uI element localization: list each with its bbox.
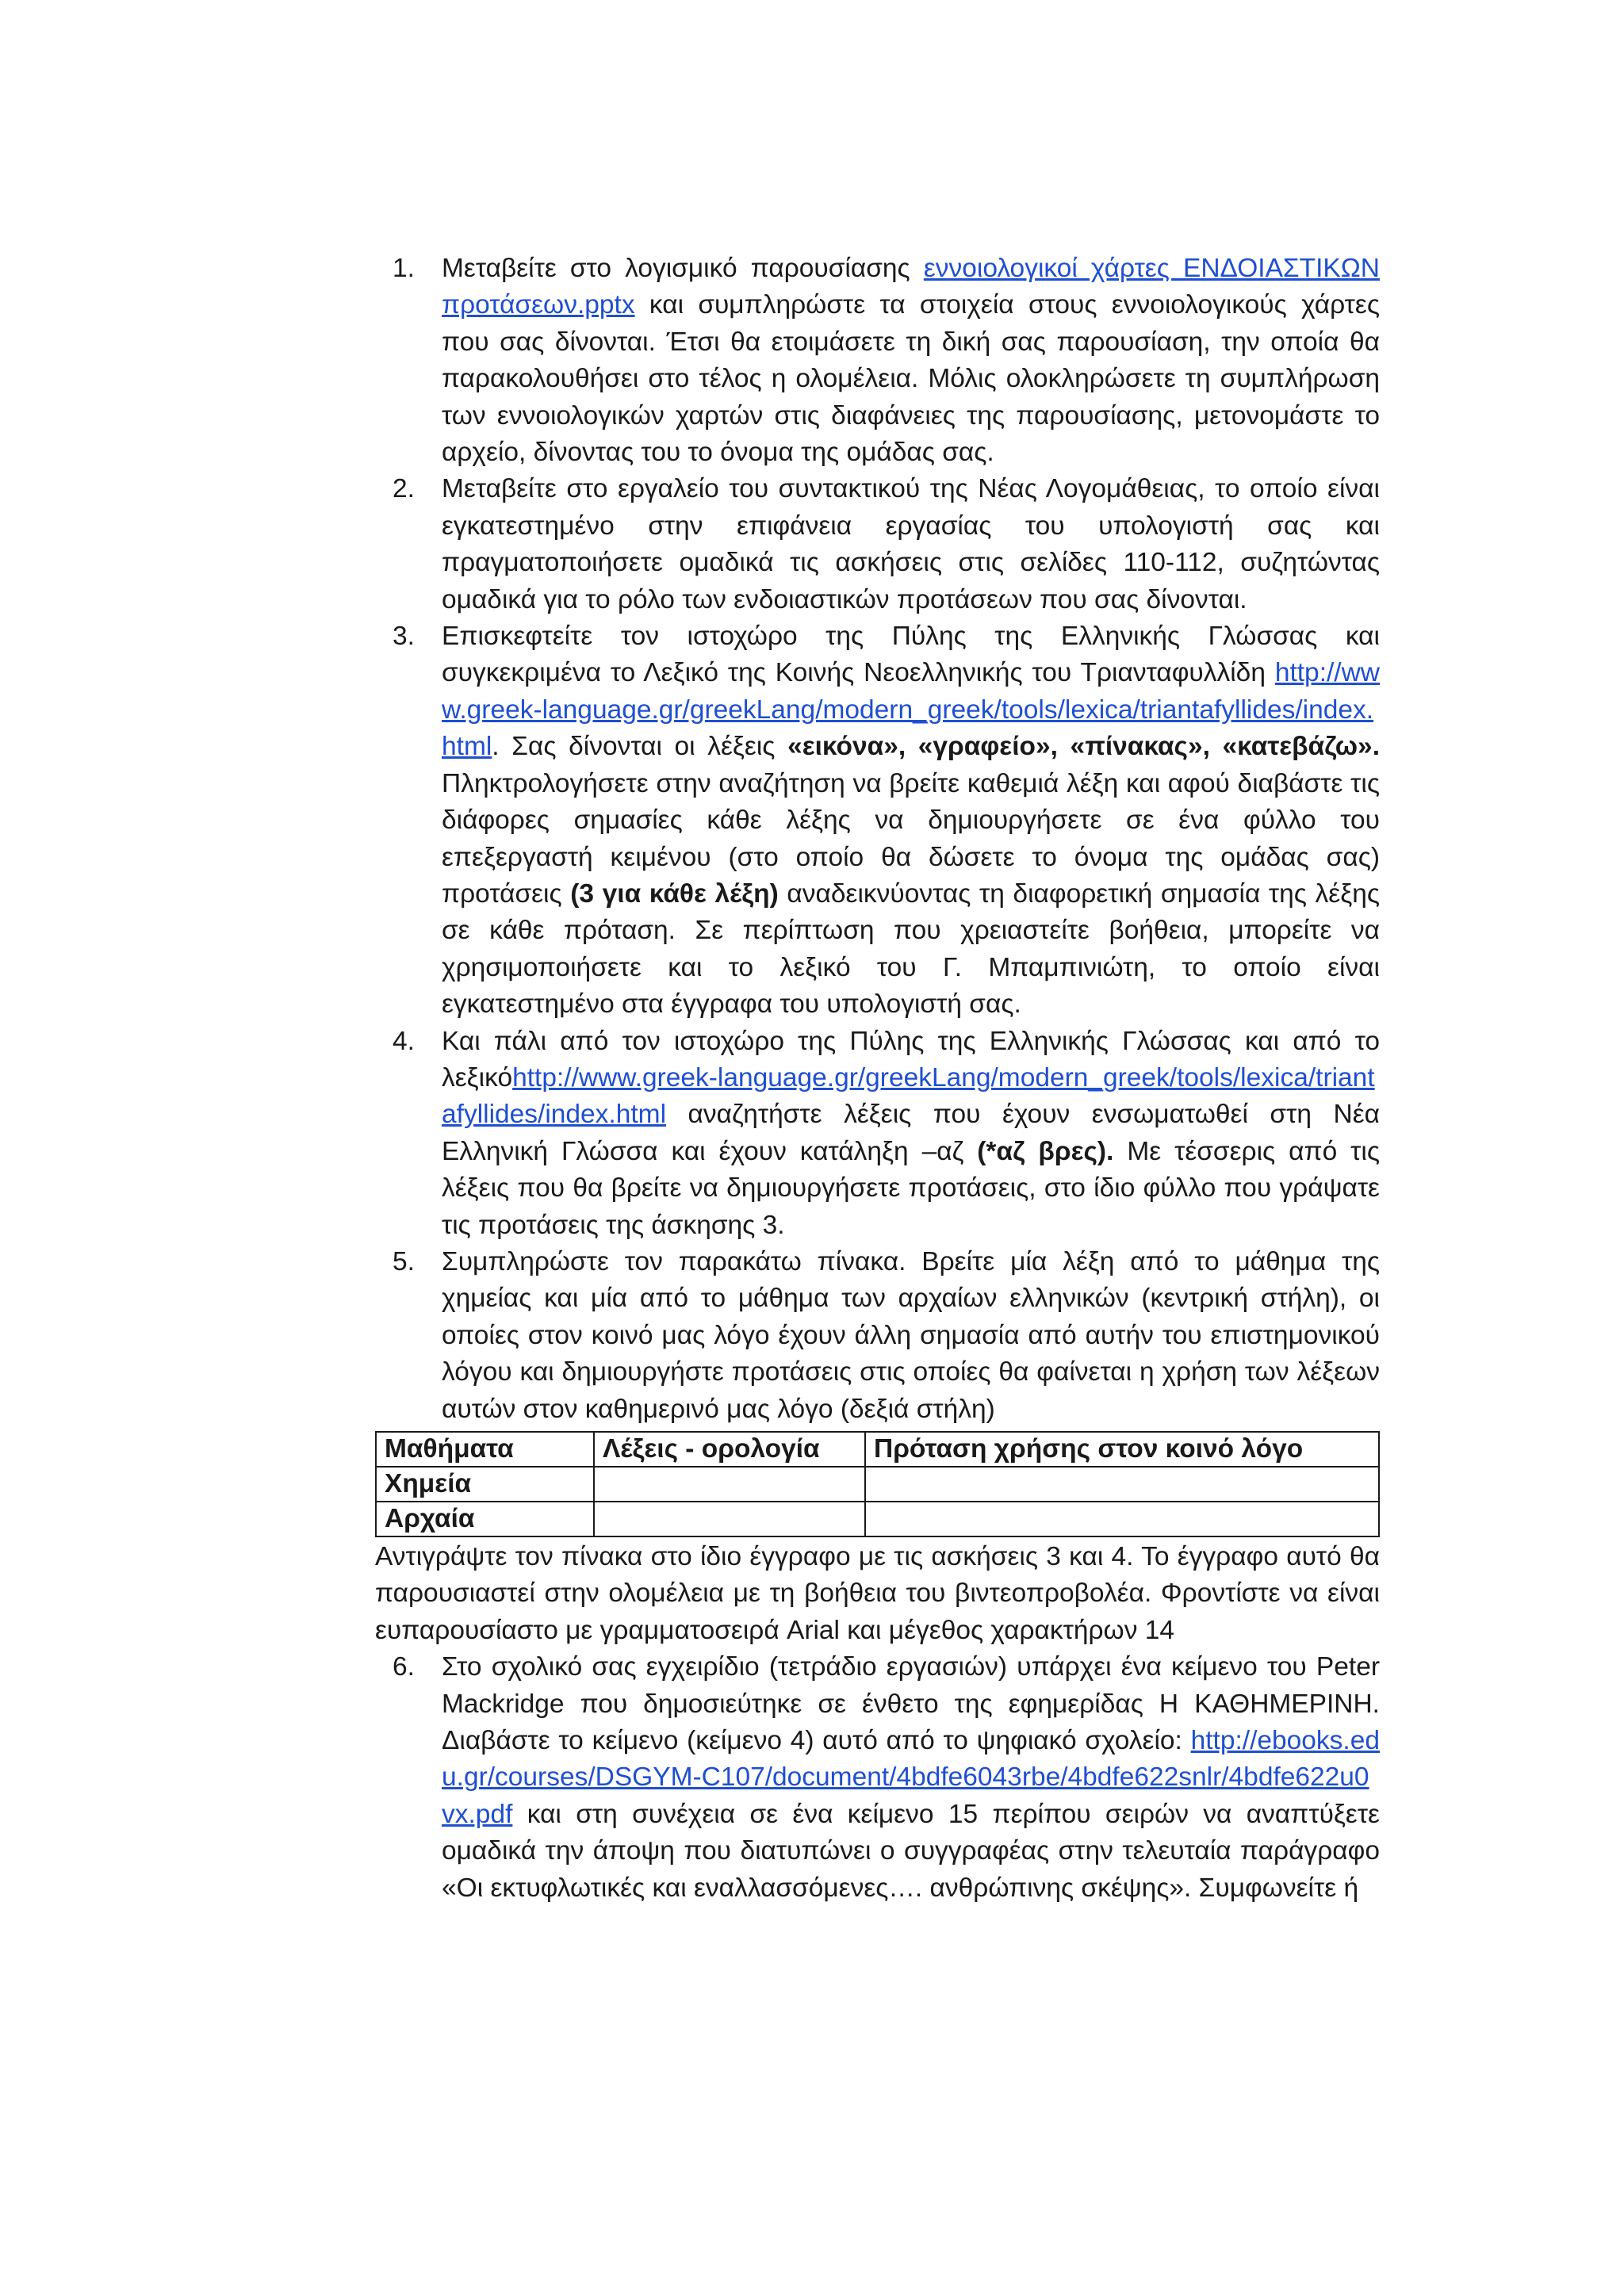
task-text: Επισκεφτείτε τον ιστοχώρο της Πύλης της Ελληνικής Γλώσσας και συγκεκριμένα το Λεξικό της Κοινής Νεοελληνικής του Τριανταφυλλίδη [442,622,1380,688]
task-item-4 [393,1024,1380,1244]
task-text: και συμπληρώστε τα στοιχεία στους εννοιολογικούς χάρτες που σας δίνονται. Έτσι θα ετοιμάσετε τη δική σας παρουσίαση, την οποία θα παρακολουθήσει στο τέλος η ολομέλεια. Μόλις ολοκληρώσετε τη συμπλήρωση των εννοιολογικών χαρτών στις διαφάνειες της παρουσίασης, μετονομάστε το αρχείο, δίνοντας του το όνομα της ομάδας σας. [442,290,1380,468]
item-number: 3. [393,622,415,652]
table-row [376,1467,1379,1502]
task-text: αναζητήστε λέξεις που έχουν ενσωματωθεί στη Νέα Ελληνική Γλώσσα και έχουν κατάληξη –αζ [442,1100,1380,1166]
table-row [376,1502,1379,1536]
task-text: Στο σχολικό σας εγχειρίδιο (τετράδιο εργασιών) υπάρχει ένα κείμενο του Peter Mackridge που δημοσιεύτηκε σε ένθετο της εφημερίδας Η ΚΑΘΗΜΕΡΙΝΗ. Διαβάστε το κείμενο (κείμενο 4) αυτό από το ψηφιακό σχολείο: [442,1652,1380,1756]
table-cell: Αρχαία [376,1502,594,1536]
vocabulary-table [375,1431,1380,1537]
task-text: Μεταβείτε στο λογισμικό παρουσίασης [442,254,924,283]
sentence-count: (3 για κάθε λέξη) [570,878,779,909]
item-number: 4. [393,1026,415,1056]
lexicon-link[interactable]: http://www.greek-language.gr/greekLang/modern_greek/tools/lexica/triantafyllides/index.html [442,1062,1375,1130]
table-cell: Χημεία [376,1467,594,1502]
task-text: Με τέσσερις από τις λέξεις που θα βρείτε να δημιουργήσετε προτάσεις, στο ίδιο φύλλο που γράψατε τις προτάσεις της άσκησης 3. [442,1136,1380,1240]
task-item-2 [393,471,1380,618]
task-text: Μεταβείτε στο εργαλείο του συντακτικού της Νέας Λογομάθειας, το οποίο είναι εγκατεστημένο στην επιφάνεια εργασίας του υπολογιστή σας και πραγματοποιήσετε ομαδικά τις ασκήσεις στις σελίδες 110-112, συζητώντας ομαδικά για το ρόλο των ενδοιαστικών προτάσεων που σας δίνονται. [442,474,1380,614]
table-cell[interactable] [594,1467,865,1502]
task-text: αναδεικνύοντας τη διαφορετική σημασία της λέξης σε κάθε πρόταση. Σε περίπτωση που χρειαστείτε βοήθεια, μπορείτε να χρησιμοποιήσετε και το λεξικό του Γ. Μπαμπινιώτη, το οποίο είναι εγκατεστημένο στα έγγραφα του υπολογιστή σας. [442,878,1380,1020]
item-number: 1. [393,254,415,283]
document-page [375,251,1380,1907]
task-item-1 [393,251,1380,471]
ebook-pdf-link[interactable]: http://ebooks.edu.gr/courses/DSGYM-C107/document/4bdfe6043rbe/4bdfe622snlr/4bdfe622u0vx.pdf [442,1726,1380,1829]
suffix-hint: (*αζ βρες). [977,1136,1114,1166]
table-header-cell: Πρόταση χρήσης στον κοινό λόγο [865,1432,1379,1467]
table-header-row [376,1432,1379,1467]
lexicon-link[interactable]: http://www.greek-language.gr/greekLang/modern_greek/tools/lexica/triantafyllides/index.html [442,658,1380,762]
task-text: Και πάλι από τον ιστοχώρο της Πύλης της Ελληνικής Γλώσσας και από το λεξικό [442,1026,1380,1093]
table-cell[interactable] [594,1502,865,1536]
table-header-cell: Λέξεις - ορολογία [594,1432,865,1467]
task-item-6 [393,1649,1380,1907]
task-text: . Σας δίνονται οι λέξεις [492,732,788,762]
task-item-3 [393,618,1380,1023]
item-number: 6. [393,1652,415,1682]
task-list [393,251,1380,1428]
word-list: «εικόνα», «γραφείο», «πίνακας», «κατεβάζω». [787,732,1380,762]
pptx-file-link[interactable]: εννοιολογικοί χάρτες ΕΝΔΟΙΑΣΤΙΚΩΝ προτάσεων.pptx [442,254,1380,320]
task-text: Συμπληρώστε τον παρακάτω πίνακα. Βρείτε μία λέξη από το μάθημα της χημείας και μία από το μάθημα των αρχαίων ελληνικών (κεντρική στήλη), οι οποίες στον κοινό μας λόγο έχουν άλλη σημασία από αυτήν του επιστημονικού λόγου και δημιουργήστε προτάσεις στις οποίες θα φαίνεται η χρήση των λέξεων αυτών στον καθημερινό μας λόγο (δεξιά στήλη) [442,1246,1380,1424]
table-cell[interactable] [865,1467,1379,1502]
task-text: Πληκτρολογήσετε στην αναζήτηση να βρείτε καθεμιά λέξη και αφού διαβάστε τις διάφορες σημασίες κάθε λέξης να δημιουργήσετε σε ένα φύλλο του επεξεργαστή κειμένου (στο οποίο θα δώσετε το όνομα της ομάδας σας) προτάσεις [442,768,1380,909]
table-instructions: Αντιγράψτε τον πίνακα στο ίδιο έγγραφο με τις ασκήσεις 3 και 4. Το έγγραφο αυτό θα παρουσιαστεί στην ολομέλεια με τη βοήθεια του βιντεοπροβολέα. Φροντίστε να είναι ευπαρουσίαστο με γραμματοσειρά Arial και μέγεθος χαρακτήρων 14 [375,1542,1380,1645]
table-cell[interactable] [865,1502,1379,1536]
task-item-5 [393,1244,1380,1428]
item-number: 5. [393,1246,415,1276]
item-number: 2. [393,474,415,504]
table-header-cell: Μαθήματα [376,1432,594,1467]
task-list-continued [393,1649,1380,1907]
task-text: και στη συνέχεια σε ένα κείμενο 15 περίπου σειρών να αναπτύξετε ομαδικά την άποψη που διατυπώνει ο συγγραφέας στην τελευταία παράγραφο «Οι εκτυφλωτικές και εναλλασσόμενες…. ανθρώπινης σκέψης». Συμφωνείτε ή [442,1799,1380,1903]
